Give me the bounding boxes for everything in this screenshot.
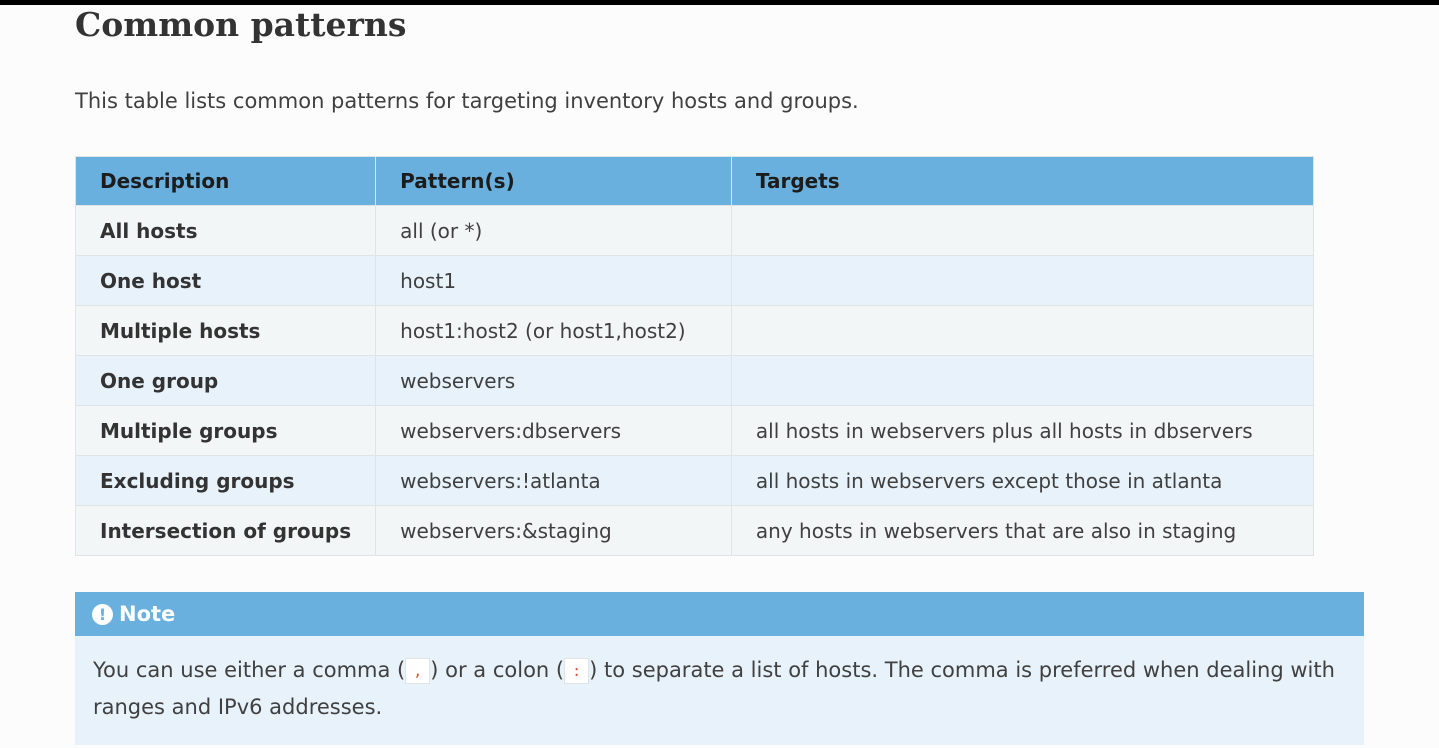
note-text-part3: ) to separate a list of hosts. The comma is preferred when dealing with ranges and IPv6 addresses.: [93, 658, 1335, 719]
row-targets: [731, 256, 1313, 306]
row-description: One host: [76, 256, 376, 306]
table-row: [76, 306, 1314, 356]
table-row: [76, 206, 1314, 256]
header-targets: Targets: [731, 157, 1313, 206]
row-pattern: webservers:dbservers: [376, 406, 732, 456]
note-body: [75, 636, 1364, 726]
note-title: Note: [119, 602, 176, 626]
note-admonition: [75, 592, 1364, 745]
exclamation-circle-icon: !: [92, 604, 113, 625]
row-targets: all hosts in webservers plus all hosts in dbservers: [731, 406, 1313, 456]
section-title: Common patterns: [75, 5, 407, 44]
table-row: [76, 256, 1314, 306]
row-description: Intersection of groups: [76, 506, 376, 556]
row-description: One group: [76, 356, 376, 406]
header-patterns: Pattern(s): [376, 157, 732, 206]
row-pattern: host1: [376, 256, 732, 306]
row-description: Multiple hosts: [76, 306, 376, 356]
row-description: Multiple groups: [76, 406, 376, 456]
table-row: [76, 506, 1314, 556]
row-description: Excluding groups: [76, 456, 376, 506]
row-targets: [731, 306, 1313, 356]
table-row: [76, 356, 1314, 406]
patterns-table: [75, 156, 1314, 556]
row-pattern: host1:host2 (or host1,host2): [376, 306, 732, 356]
header-description: Description: [76, 157, 376, 206]
note-text-part2: ) or a colon (: [430, 658, 565, 682]
note-text-part1: You can use either a comma (: [93, 658, 406, 682]
code-comma: ,: [405, 658, 430, 684]
row-targets: any hosts in webservers that are also in staging: [731, 506, 1313, 556]
row-targets: [731, 356, 1313, 406]
code-colon: :: [564, 658, 589, 684]
table-row: [76, 456, 1314, 506]
table-row: [76, 406, 1314, 456]
row-description: All hosts: [76, 206, 376, 256]
intro-paragraph: This table lists common patterns for targeting inventory hosts and groups.: [75, 89, 859, 113]
row-pattern: webservers:!atlanta: [376, 456, 732, 506]
row-pattern: all (or *): [376, 206, 732, 256]
row-targets: [731, 206, 1313, 256]
row-pattern: webservers: [376, 356, 732, 406]
row-targets: all hosts in webservers except those in atlanta: [731, 456, 1313, 506]
row-pattern: webservers:&staging: [376, 506, 732, 556]
table-header-row: [76, 157, 1314, 206]
note-title-bar: [75, 592, 1364, 636]
